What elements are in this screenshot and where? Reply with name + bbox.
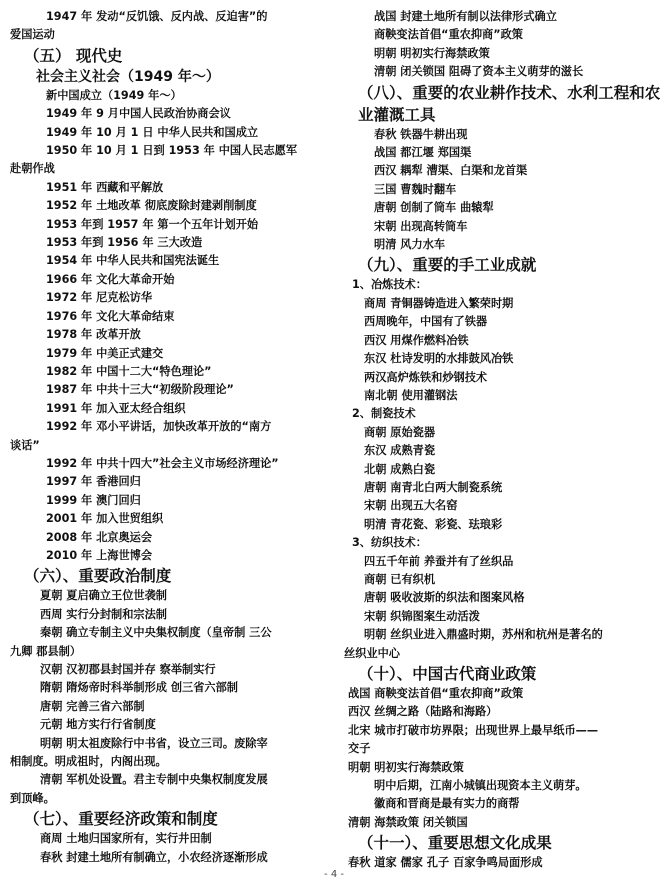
text-line: 1952 年 土地改革 彻底废除封建剥削制度 xyxy=(46,199,257,213)
text-line: 1947 年 发动“反饥饿、反内战、反迫害”的 xyxy=(46,10,268,23)
text-line: 商鞅变法首倡“重农抑商”政策 xyxy=(374,28,523,42)
text-line: 九卿 郡县制） xyxy=(10,644,82,658)
text-line: 谈话” xyxy=(10,438,40,452)
text-line: 明朝 明初实行海禁政策 xyxy=(348,760,464,774)
text-line: 唐朝 吸收波斯的织法和图案风格 xyxy=(364,591,525,605)
text-line: 1999 年 澳门回归 xyxy=(46,493,141,507)
text-line: 宋朝 出现高转筒车 xyxy=(374,219,468,233)
text-line: 1979 年 中美正式建交 xyxy=(46,346,164,360)
left-column xyxy=(10,8,326,867)
text-line: 西周晚年，中国有了铁器 xyxy=(364,315,488,329)
text-line: 1976 年 文化大革命结束 xyxy=(46,309,175,323)
text-line: 清朝 海禁政策 闭关锁国 xyxy=(348,815,468,829)
section-heading: （八）、重要的农业耕作技术、水利工程和农业灌溉工具 xyxy=(358,83,661,124)
text-line: 宋朝 织锦图案生动活泼 xyxy=(364,609,480,623)
text-line: 三国 曹魏时翻车 xyxy=(374,182,457,196)
text-line: 1949 年 9 月中国人民政治协商会议 xyxy=(46,107,231,121)
text-line: 汉朝 汉初郡县封国并存 察举制实行 xyxy=(40,663,216,676)
text-line: 北朝 成熟白瓷 xyxy=(364,462,436,476)
text-line: 唐朝 完善三省六部制 xyxy=(40,699,145,713)
text-line: 1978 年 改革开放 xyxy=(46,328,141,342)
text-line: 1951 年 西藏和平解放 xyxy=(46,180,164,194)
text-line: 1997 年 香港回归 xyxy=(46,475,141,489)
text-line: 到顶峰。 xyxy=(10,791,55,805)
text-line: 战国 封建土地所有制以法律形式确立 xyxy=(374,10,557,23)
text-line: 元朝 地方实行行省制度 xyxy=(40,718,156,732)
text-line: 隋朝 隋炀帝时科举制形成 创三省六部制 xyxy=(40,681,238,695)
text-line: 战国 都江堰 郑国渠 xyxy=(374,146,472,160)
text-line: 春秋 封建土地所有制确立，小农经济逐渐形成 xyxy=(40,850,268,864)
right-column xyxy=(344,8,662,873)
text-line: 1972 年 尼克松访华 xyxy=(46,291,153,305)
section-heading: （十）、中国古代商业政策 xyxy=(358,665,537,683)
text-line: 西汉 用煤作燃料冶铁 xyxy=(364,333,469,347)
text-line: 1992 年 邓小平讲话，加快改革开放的“南方 xyxy=(46,420,272,434)
text-line: 1987 年 中共十三大“初级阶段理论” xyxy=(46,383,234,397)
text-line: 明中后期，江南小城镇出现资本主义萌芽。 xyxy=(374,779,587,793)
text-line: 1966 年 文化大革命开始 xyxy=(46,272,175,286)
text-line: 2001 年 加入世贸组织 xyxy=(46,512,164,526)
text-line: 西汉 丝绸之路（陆路和海路） xyxy=(348,705,498,719)
subsection-heading: 社会主义社会（1949 年～） xyxy=(36,68,220,85)
text-line: 1991 年 加入亚太经合组织 xyxy=(46,401,186,415)
text-line: 春秋 铁器牛耕出现 xyxy=(374,127,468,141)
text-line: 相制度。明成祖时，内阁出现。 xyxy=(10,755,167,769)
text-line: 商周 青铜器铸造进入繁荣时期 xyxy=(364,296,514,310)
text-line: 1、冶炼技术： xyxy=(352,278,427,292)
text-line: 明清 风力水车 xyxy=(374,238,446,252)
text-line: 1992 年 中共十四大”社会主义市场经济理论” xyxy=(46,456,279,470)
text-line: 1953 年到 1956 年 三大改造 xyxy=(46,236,203,250)
text-line: 东汉 杜诗发明的水排鼓风冶铁 xyxy=(364,352,514,366)
text-line: 春秋 道家 儒家 孔子 百家争鸣局面形成 xyxy=(348,856,543,870)
text-line: 商朝 原始瓷器 xyxy=(364,425,436,439)
text-line: 夏朝 夏启确立王位世袭制 xyxy=(40,589,167,603)
text-line: 宋朝 出现五大名窑 xyxy=(364,499,458,513)
text-line: 商周 土地归国家所有，实行井田制 xyxy=(40,832,212,846)
text-line: 四五千年前 养蚕并有了丝织品 xyxy=(364,554,514,568)
text-line: 1954 年 中华人民共和国宪法诞生 xyxy=(46,254,220,268)
text-line: 新中国成立（1949 年～） xyxy=(46,88,182,102)
text-line: 明朝 明太祖废除行中书省，设立三司。废除宰 xyxy=(40,736,268,750)
text-line: 东汉 成熟青瓷 xyxy=(364,444,436,458)
text-line: 1982 年 中国十二大“特色理论” xyxy=(46,364,212,378)
section-heading: （九）、重要的手工业成就 xyxy=(358,256,537,275)
text-line: 商朝 已有织机 xyxy=(364,572,436,586)
text-line: 清朝 闭关锁国 阻碍了资本主义萌芽的滋长 xyxy=(374,65,584,79)
text-line: 唐朝 创制了筒车 曲辕犁 xyxy=(374,201,494,215)
text-line: 1953 年到 1957 年 第一个五年计划开始 xyxy=(46,217,259,231)
text-line: 清朝 军机处设置。君主专制中央集权制度发展 xyxy=(40,773,268,787)
text-line: 丝织业中心 xyxy=(344,646,400,660)
text-line: 明清 青花瓷、彩瓷、珐琅彩 xyxy=(364,517,503,531)
text-line: 南北朝 使用灌钢法 xyxy=(364,388,458,402)
text-line: 交子 xyxy=(348,742,371,756)
text-line: 明朝 丝织业进入鼎盛时期，苏州和杭州是著名的 xyxy=(364,628,603,642)
section-heading: （五） 现代史 xyxy=(24,46,123,65)
text-line: 2008 年 北京奥运会 xyxy=(46,530,153,544)
text-line: 2、制瓷技术 xyxy=(352,407,416,421)
text-line: 西汉 耦犁 漕渠、白渠和龙首渠 xyxy=(374,164,528,178)
text-line: 1949 年 10 月 1 日 中华人民共和国成立 xyxy=(46,125,259,139)
section-heading: （十一）、重要思想文化成果 xyxy=(358,834,552,853)
text-line: 西周 实行分封制和宗法制 xyxy=(40,607,167,621)
text-line: 1950 年 10 月 1 日到 1953 年 中国人民志愿军 xyxy=(46,144,298,158)
section-heading: （六）、重要政治制度 xyxy=(24,567,172,586)
text-line: 明朝 明初实行海禁政策 xyxy=(374,46,490,60)
text-line: 北宋 城市打破市坊界限；出现世界上最早纸币—— xyxy=(348,723,599,737)
text-line: 徽商和晋商是最有实力的商帮 xyxy=(374,797,520,811)
text-line: 两汉高炉炼铁和炒钢技术 xyxy=(364,370,488,384)
text-line: 2010 年 上海世博会 xyxy=(46,548,153,562)
page-number: - 4 - xyxy=(324,869,344,880)
text-line: 秦朝 确立专制主义中央集权制度（皇帝制 三公 xyxy=(40,626,272,640)
text-line: 爱国运动 xyxy=(10,28,55,42)
text-line: 3、纺织技术： xyxy=(352,536,427,550)
text-line: 赴朝作战 xyxy=(10,162,55,176)
text-line: 战国 商鞅变法首倡“重农抑商”政策 xyxy=(348,687,524,700)
text-line: 唐朝 南青北白两大制瓷系统 xyxy=(364,480,503,494)
section-heading: （七）、重要经济政策和制度 xyxy=(24,810,218,829)
